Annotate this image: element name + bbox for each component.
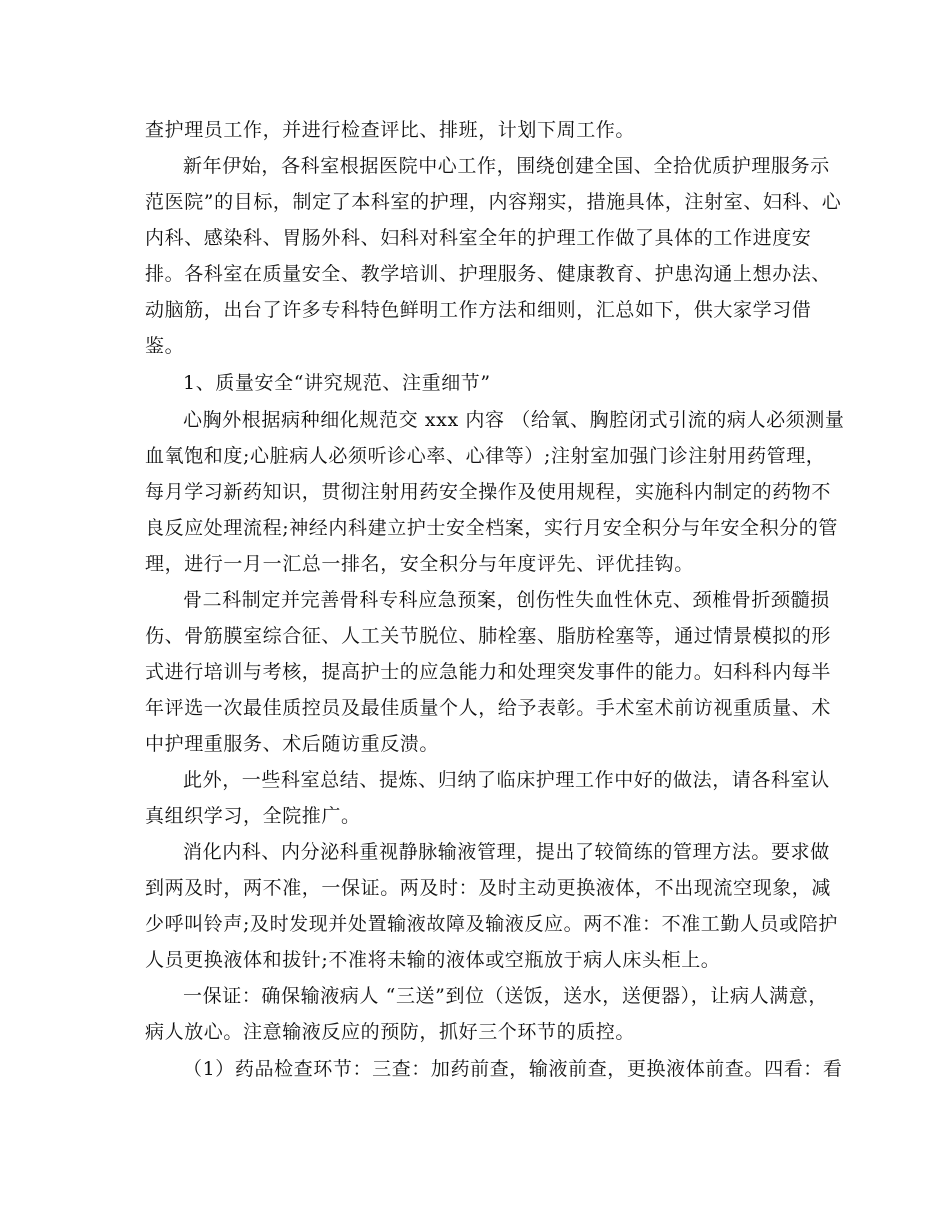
text-line: 新年伊始，各科室根据医院中心工作，围绕创建全国、全拾优质护理服务示 <box>183 155 830 177</box>
text-line: 查护理员工作，并进行检查评比、排班，计划下周工作。 <box>145 119 636 141</box>
text-line: 心胸外根据病种细化规范交 xxx 内容 （给氧、胸腔闭式引流的病人必须测量 <box>183 409 845 431</box>
text-line: 一保证：确保输液病人 “三送”到位（送饭，送水，送便器），让病人满意， <box>183 985 828 1007</box>
text-line: 鉴。 <box>145 335 185 357</box>
text-line: 内科、感染科、胃肠外科、妇科对科室全年的护理工作做了具体的工作进度安 <box>145 227 812 249</box>
text-line: 动脑筋，出台了许多专科特色鲜明工作方法和细则，汇总如下，供大家学习借 <box>145 299 812 321</box>
text-line: 式进行培训与考核，提高护士的应急能力和处理突发事件的能力。妇科科内每半 <box>145 661 832 683</box>
text-line: 每月学习新药知识，贯彻注射用药安全操作及使用规程，实施科内制定的药物不 <box>145 481 832 503</box>
text-line: 伤、骨筋膜室综合征、人工关节脱位、肺栓塞、脂肪栓塞等，通过情景模拟的形 <box>145 625 832 647</box>
text-line: 范医院”的目标，制定了本科室的护理，内容翔实，措施具体，注射室、妇科、心 <box>145 191 842 213</box>
text-line: 良反应处理流程;神经内科建立护士安全档案，实行月安全积分与年安全积分的管 <box>145 517 839 539</box>
text-line: 理，进行一月一汇总一排名，安全积分与年度评先、评优挂钩。 <box>145 553 694 575</box>
text-line: 消化内科、内分泌科重视静脉输液管理，提出了较简练的管理方法。要求做 <box>183 841 830 863</box>
text-line: （1）药品检查环节：三查：加药前查，输液前查，更换液体前查。四看：看 <box>183 1058 843 1080</box>
text-line: 到两及时，两不准，一保证。两及时：及时主动更换液体，不出现流空现象，减 <box>145 877 832 899</box>
text-line: 中护理重服务、术后随访重反溃。 <box>145 733 440 755</box>
text-line: 年评选一次最佳质控员及最佳质量个人，给予表彰。手术室术前访视重质量、术 <box>145 697 832 719</box>
text-line: 人员更换液体和拔针;不准将未输的液体或空瓶放于病人床头柜上。 <box>145 949 721 971</box>
text-line: 病人放心。注意输液反应的预防，抓好三个环节的质控。 <box>145 1021 636 1043</box>
text-line: 真组织学习，全院推广。 <box>145 805 361 827</box>
text-line: 少呼叫铃声;及时发现并处置输液故障及输液反应。两不准：不准工勤人员或陪护 <box>145 913 839 935</box>
text-line: 血氧饱和度;心脏病人必须听诊心率、心律等）;注射室加强门诊注射用药管理， <box>145 445 826 467</box>
section-heading: 1、质量安全“讲究规范、注重细节” <box>183 372 491 394</box>
text-line: 此外，一些科室总结、提炼、归纳了临床护理工作中好的做法，请各科室认 <box>183 769 830 791</box>
text-line: 骨二科制定并完善骨科专科应急预案，创伤性失血性休克、颈椎骨折颈髓损 <box>183 589 830 611</box>
text-line: 排。各科室在质量安全、教学培训、护理服务、健康教育、护患沟通上想办法、 <box>145 263 832 285</box>
